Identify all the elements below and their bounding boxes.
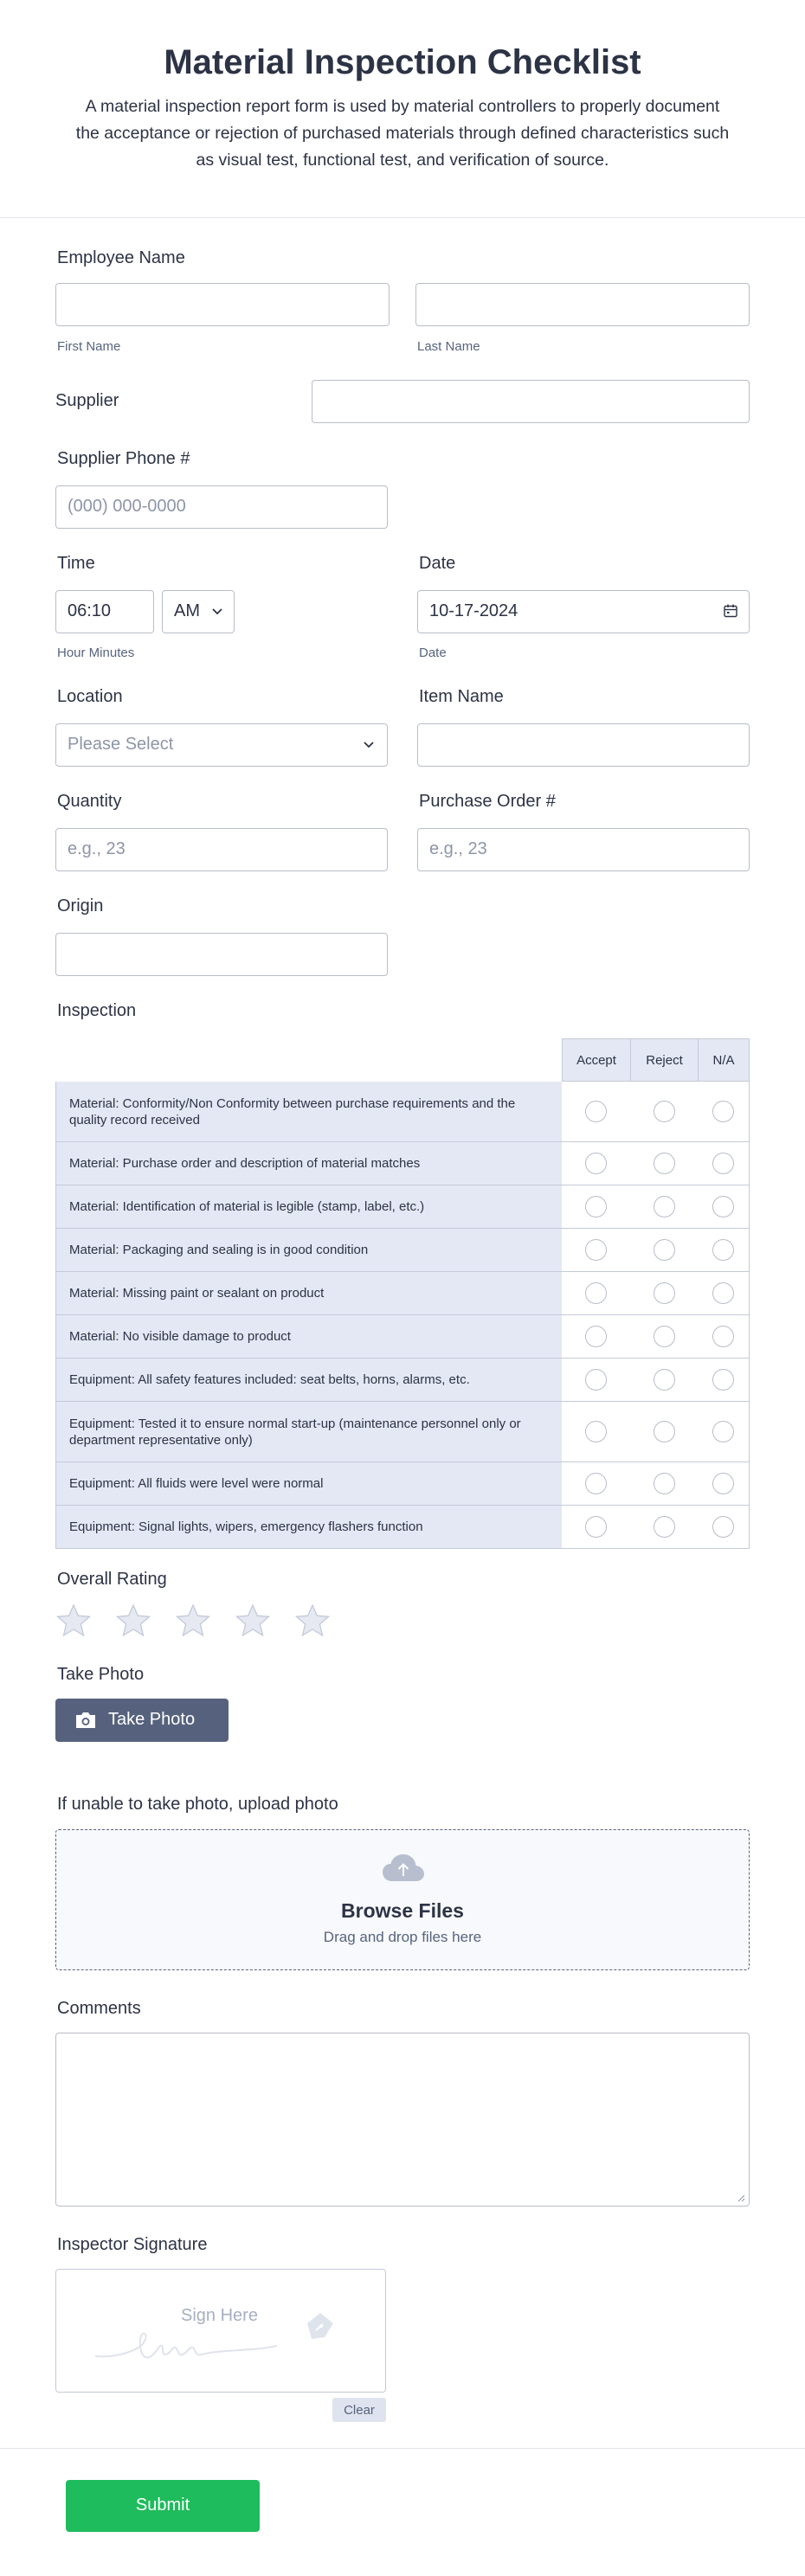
radio-reject[interactable] [654, 1282, 675, 1304]
inspection-label: Inspection [57, 1001, 137, 1020]
time-input[interactable] [55, 590, 154, 633]
page-title: Material Inspection Checklist [164, 43, 641, 81]
matrix-row-label: Material: Packaging and sealing is in good condition [55, 1229, 563, 1272]
upload-label: If unable to take photo, upload photo [57, 1795, 338, 1814]
matrix-header-reject: Reject [630, 1038, 699, 1082]
purchase-order-label: Purchase Order # [419, 792, 556, 811]
calendar-icon[interactable] [723, 603, 738, 619]
matrix-row [55, 1229, 750, 1272]
ampm-value: AM [174, 601, 200, 620]
star-icon[interactable] [294, 1603, 331, 1639]
radio-accept[interactable] [585, 1282, 607, 1304]
radio-na[interactable] [712, 1516, 734, 1538]
radio-na[interactable] [712, 1153, 734, 1174]
matrix-cell-accept[interactable] [562, 1082, 631, 1142]
radio-accept[interactable] [585, 1473, 607, 1494]
date-label: Date [419, 554, 456, 573]
star-icon[interactable] [175, 1603, 211, 1639]
radio-na[interactable] [712, 1326, 734, 1347]
date-input[interactable] [417, 590, 750, 633]
camera-icon [74, 1711, 97, 1730]
cloud-upload-icon [382, 1853, 425, 1884]
matrix-row [55, 1402, 750, 1462]
matrix-row [55, 1272, 750, 1315]
matrix-cell-accept[interactable] [562, 1462, 631, 1506]
matrix-cell-accept[interactable] [562, 1229, 631, 1272]
location-label: Location [57, 687, 123, 706]
matrix-cell-reject[interactable] [630, 1402, 699, 1462]
matrix-cell-reject[interactable] [630, 1185, 699, 1229]
radio-accept[interactable] [585, 1101, 607, 1122]
radio-na[interactable] [712, 1421, 734, 1442]
item-name-label: Item Name [419, 687, 504, 706]
submit-button[interactable] [66, 2480, 260, 2532]
clear-signature-label: Clear [344, 2403, 375, 2418]
origin-input[interactable] [55, 933, 388, 976]
matrix-header-accept: Accept [562, 1038, 631, 1082]
matrix-cell-reject[interactable] [630, 1229, 699, 1272]
matrix-row-label: Equipment: Signal lights, wipers, emergency flashers function [55, 1506, 563, 1549]
radio-accept[interactable] [585, 1153, 607, 1174]
ampm-select[interactable] [162, 590, 235, 633]
location-select[interactable] [55, 723, 388, 767]
chevron-down-icon [361, 736, 377, 752]
matrix-cell-na[interactable] [698, 1506, 750, 1549]
radio-reject[interactable] [654, 1369, 675, 1391]
matrix-row [55, 1462, 750, 1506]
radio-reject[interactable] [654, 1239, 675, 1261]
file-upload-dropzone[interactable] [55, 1829, 750, 1970]
supplier-input[interactable] [312, 380, 750, 423]
time-label: Time [57, 554, 95, 573]
radio-reject[interactable] [654, 1473, 675, 1494]
quantity-label: Quantity [57, 792, 122, 811]
browse-files-text[interactable]: Browse Files [341, 1899, 464, 1922]
origin-label: Origin [57, 896, 104, 915]
matrix-row [55, 1142, 750, 1185]
radio-accept[interactable] [585, 1516, 607, 1538]
date-value: 10-17-2024 [429, 601, 518, 620]
radio-reject[interactable] [654, 1196, 675, 1217]
star-rating[interactable] [55, 1603, 402, 1641]
sign-here-placeholder: Sign Here [181, 2306, 258, 2325]
radio-reject[interactable] [654, 1326, 675, 1347]
matrix-row [55, 1082, 750, 1142]
matrix-header-na: N/A [698, 1038, 750, 1082]
matrix-cell-reject[interactable] [630, 1506, 699, 1549]
matrix-cell-accept[interactable] [562, 1185, 631, 1229]
matrix-cell-reject[interactable] [630, 1315, 699, 1359]
matrix-row-label: Equipment: Tested it to ensure normal start-up (maintenance personnel only or department representative only) [55, 1402, 563, 1462]
overall-rating-label: Overall Rating [57, 1570, 167, 1589]
item-name-input[interactable] [417, 723, 750, 767]
purchase-order-input[interactable] [417, 828, 750, 871]
matrix-cell-accept[interactable] [562, 1506, 631, 1549]
comments-label: Comments [57, 1999, 141, 2018]
star-icon[interactable] [235, 1603, 271, 1639]
supplier-phone-placeholder: (000) 000-0000 [68, 497, 186, 516]
radio-reject[interactable] [654, 1153, 675, 1174]
radio-na[interactable] [712, 1101, 734, 1122]
purchase-order-placeholder: e.g., 23 [429, 839, 487, 858]
matrix-cell-na[interactable] [698, 1315, 750, 1359]
matrix-cell-reject[interactable] [630, 1272, 699, 1315]
location-placeholder: Please Select [68, 735, 174, 754]
radio-na[interactable] [712, 1369, 734, 1391]
radio-accept[interactable] [585, 1196, 607, 1217]
star-icon[interactable] [115, 1603, 151, 1639]
matrix-cell-na[interactable] [698, 1272, 750, 1315]
star-icon[interactable] [55, 1603, 92, 1639]
matrix-cell-na[interactable] [698, 1402, 750, 1462]
take-photo-button[interactable] [55, 1699, 229, 1742]
radio-reject[interactable] [654, 1421, 675, 1442]
signature-label: Inspector Signature [57, 2235, 208, 2254]
resize-handle-icon[interactable] [737, 2194, 745, 2202]
time-sublabel: Hour Minutes [57, 646, 135, 660]
matrix-row [55, 1359, 750, 1402]
drag-drop-hint: Drag and drop files here [323, 1929, 482, 1945]
radio-na[interactable] [712, 1239, 734, 1261]
supplier-label: Supplier [55, 391, 119, 410]
form-description: A material inspection report form is used by material controllers to properly document the acceptance or rejection of purchased materials through defined characteristics such as visual test, functional test, and verification of source. [75, 97, 730, 170]
first-name-input[interactable] [55, 283, 390, 326]
matrix-cell-na[interactable] [698, 1082, 750, 1142]
radio-accept[interactable] [585, 1326, 607, 1347]
matrix-cell-reject[interactable] [630, 1462, 699, 1506]
quantity-input[interactable] [55, 828, 388, 871]
matrix-row-label: Equipment: All fluids were level were normal [55, 1462, 563, 1506]
radio-accept[interactable] [585, 1239, 607, 1261]
matrix-row-label: Equipment: All safety features included: seat belts, horns, alarms, etc. [55, 1359, 563, 1402]
matrix-row [55, 1315, 750, 1359]
radio-accept[interactable] [585, 1369, 607, 1391]
last-name-sublabel: Last Name [417, 339, 480, 354]
first-name-sublabel: First Name [57, 339, 121, 354]
supplier-phone-input[interactable] [55, 485, 388, 529]
radio-na[interactable] [712, 1282, 734, 1304]
matrix-cell-na[interactable] [698, 1462, 750, 1506]
matrix-row [55, 1185, 750, 1229]
submit-button-label: Submit [135, 2496, 190, 2515]
last-name-input[interactable] [415, 283, 750, 326]
matrix-row-label: Material: Conformity/Non Conformity between purchase requirements and the quality record received [55, 1082, 563, 1142]
matrix-cell-accept[interactable] [562, 1315, 631, 1359]
matrix-cell-accept[interactable] [562, 1142, 631, 1185]
take-photo-button-label: Take Photo [108, 1710, 196, 1729]
radio-na[interactable] [712, 1196, 734, 1217]
employee-name-label: Employee Name [57, 248, 185, 267]
matrix-row-label: Material: No visible damage to product [55, 1315, 563, 1359]
radio-accept[interactable] [585, 1421, 607, 1442]
radio-reject[interactable] [654, 1516, 675, 1538]
matrix-row-label: Material: Purchase order and description of material matches [55, 1142, 563, 1185]
matrix-cell-na[interactable] [698, 1359, 750, 1402]
matrix-cell-accept[interactable] [562, 1359, 631, 1402]
matrix-cell-accept[interactable] [562, 1272, 631, 1315]
take-photo-label: Take Photo [57, 1665, 145, 1684]
matrix-cell-na[interactable] [698, 1185, 750, 1229]
time-value: 06:10 [68, 601, 112, 620]
radio-na[interactable] [712, 1473, 734, 1494]
form-header [0, 0, 805, 218]
signature-pad[interactable] [55, 2269, 386, 2393]
matrix-row [55, 1506, 750, 1549]
radio-reject[interactable] [654, 1101, 675, 1122]
footer-divider [0, 2448, 805, 2449]
chevron-down-icon [209, 603, 225, 619]
date-sublabel: Date [419, 646, 447, 660]
quantity-placeholder: e.g., 23 [68, 839, 126, 858]
matrix-row-label: Material: Missing paint or sealant on product [55, 1272, 563, 1315]
matrix-cell-reject[interactable] [630, 1082, 699, 1142]
matrix-cell-accept[interactable] [562, 1402, 631, 1462]
matrix-row-label: Material: Identification of material is legible (stamp, label, etc.) [55, 1185, 563, 1229]
comments-textarea[interactable] [55, 2033, 750, 2207]
matrix-cell-reject[interactable] [630, 1142, 699, 1185]
matrix-cell-na[interactable] [698, 1142, 750, 1185]
clear-signature-button[interactable] [332, 2398, 386, 2422]
supplier-phone-label: Supplier Phone # [57, 449, 190, 468]
matrix-cell-reject[interactable] [630, 1359, 699, 1402]
matrix-cell-na[interactable] [698, 1229, 750, 1272]
